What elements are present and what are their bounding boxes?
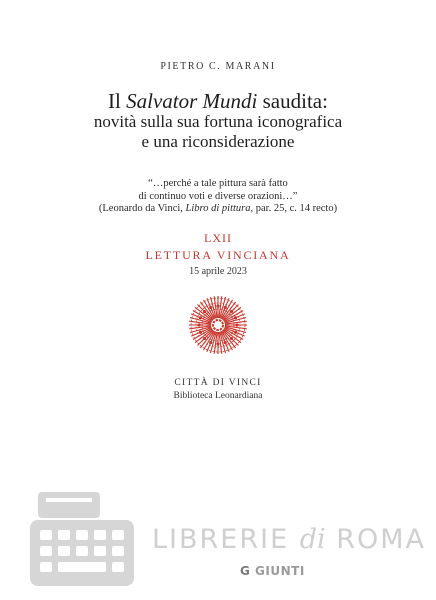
- publisher-library: Biblioteca Leonardiana: [173, 391, 263, 401]
- title-line-1: [0, 90, 436, 112]
- giunti-name: GIUNTI: [255, 564, 305, 578]
- epigraph-line-1: “…perché a tale pittura sarà fatto: [148, 178, 288, 189]
- series-name: LETTURA VINCIANA: [145, 248, 291, 262]
- citation-suffix: , par. 25, c. 14 recto): [250, 203, 338, 214]
- citation-italic: Libro di pittura: [185, 203, 251, 214]
- watermark-part-2: ROMA: [325, 524, 427, 555]
- epigraph-line-2: di continuo voti e diverse orazioni…”: [138, 190, 298, 202]
- watermark-part-1: LIBRERIE: [152, 524, 300, 555]
- lecture-date: 15 aprile 2023: [189, 266, 247, 277]
- publisher-city: CITTÀ DI VINCI: [174, 378, 262, 388]
- watermark-italic: di: [299, 524, 326, 555]
- rosette-emblem-icon: [188, 295, 248, 355]
- title-prefix: Il: [108, 89, 127, 113]
- watermark-text: [152, 524, 426, 555]
- author-name: PIETRO C. MARANI: [160, 61, 276, 72]
- epigraph: [0, 178, 436, 216]
- giunti-brand: [240, 564, 305, 578]
- book-title: [0, 90, 436, 152]
- epigraph-citation: [0, 203, 436, 216]
- citation-prefix: (Leonardo da Vinci,: [98, 203, 186, 214]
- series-number: LXII: [204, 231, 232, 245]
- title-line-2: novità sulla sua fortuna iconografica: [93, 112, 343, 131]
- title-italic: Salvator Mundi: [126, 89, 258, 113]
- title-line-3: e una riconsiderazione: [141, 132, 295, 151]
- title-suffix: saudita:: [257, 89, 328, 113]
- giunti-logo-icon: G: [240, 564, 251, 578]
- typewriter-watermark-icon: [30, 490, 140, 590]
